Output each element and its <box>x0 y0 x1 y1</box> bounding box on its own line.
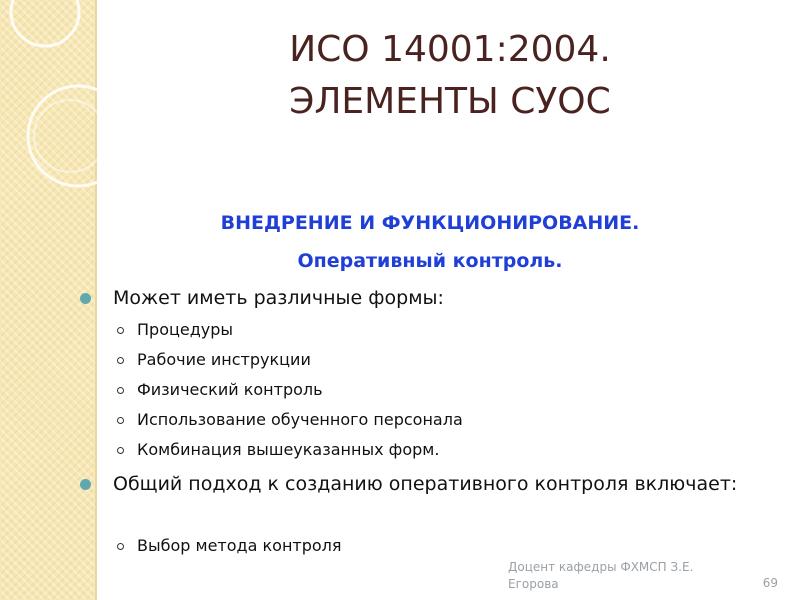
sub-bullet-ring-icon <box>117 447 124 454</box>
sub-bullet-text: Использование обученного персонала <box>137 410 463 429</box>
sub-bullet-text: Процедуры <box>137 320 234 339</box>
sub-bullet-ring-icon <box>117 357 124 364</box>
section-heading: ВНЕДРЕНИЕ И ФУНКЦИОНИРОВАНИЕ. <box>220 212 640 234</box>
bullet-text: Общий подход к созданию оперативного контроля включает: <box>113 473 738 495</box>
deco-ring-inner <box>34 100 106 172</box>
sub-bullet-text: Комбинация вышеуказанных форм. <box>137 440 440 459</box>
sub-bullet-ring-icon <box>117 387 124 394</box>
bullet-dot-icon <box>80 479 91 490</box>
sub-bullet-ring-icon <box>117 327 124 334</box>
decorative-circles <box>0 0 120 260</box>
deco-ring-small <box>11 0 79 46</box>
sub-bullet-ring-icon <box>117 543 124 550</box>
page-number: 69 <box>762 576 778 590</box>
sub-bullet-text: Физический контроль <box>137 380 323 399</box>
slide-footer: Доцент кафедры ФХМСП З.Е. Егорова <box>508 560 694 591</box>
bullet-item <box>80 471 760 497</box>
sub-bullet-item <box>117 535 717 557</box>
bullet-item <box>80 285 760 311</box>
section-subheading: Оперативный контроль. <box>297 250 563 272</box>
sub-bullet-item <box>117 379 717 401</box>
sub-bullet-text: Рабочие инструкции <box>137 350 311 369</box>
title-line-2: ЭЛЕМЕНТЫ СУОС <box>289 81 611 122</box>
slide-title <box>150 24 750 128</box>
sub-bullet-item <box>117 349 717 371</box>
sub-bullet-text: Выбор метода контроля <box>137 536 342 555</box>
bullet-dot-icon <box>80 293 91 304</box>
sub-bullet-item <box>117 409 717 431</box>
bullet-text: Может иметь различные формы: <box>113 287 444 309</box>
sub-bullet-item <box>117 319 717 341</box>
sub-bullet-ring-icon <box>117 417 124 424</box>
title-line-1: ИСО 14001:2004. <box>289 29 611 70</box>
sub-bullet-item <box>117 439 717 461</box>
